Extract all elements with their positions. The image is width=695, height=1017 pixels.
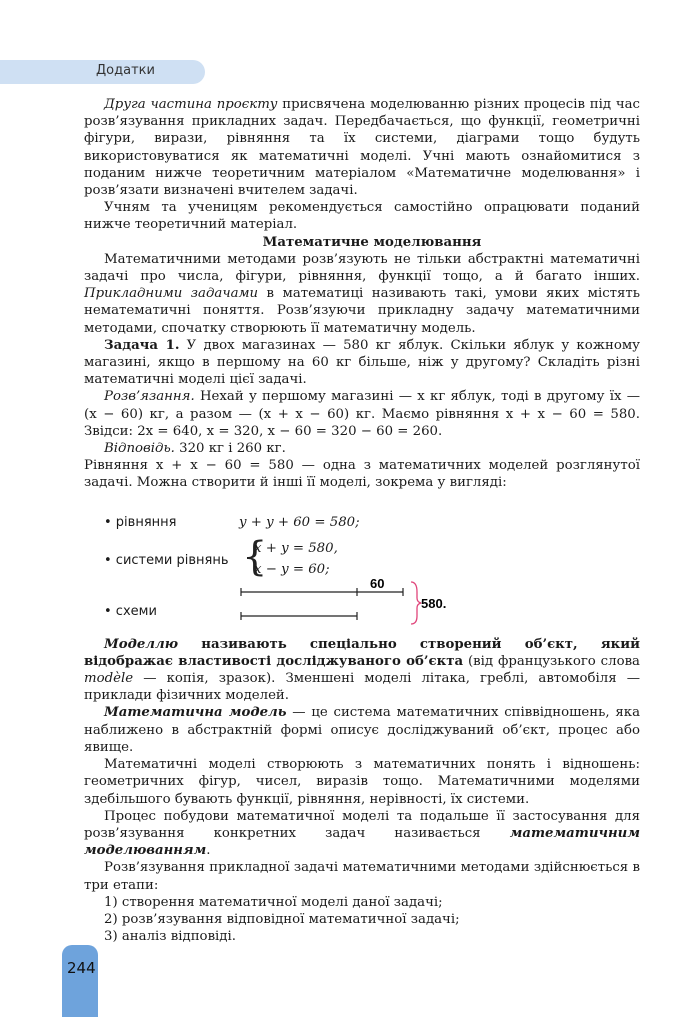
equation-label: • рівняння <box>104 514 177 530</box>
math-model-paragraph <box>84 704 640 756</box>
task-label: Задача 1. <box>104 337 180 353</box>
process-paragraph <box>84 808 640 860</box>
model-french-word: modèle <box>84 671 134 687</box>
process-term: математичним моделюванням <box>84 825 640 859</box>
solution-text: Нехай у першому магазині — x кг яблук, тоді в другому їх — (x − 60) кг, а разом — (x + x − 60) кг. Маємо рівняння x + x − 60 = 580. Звідси: 2x = 640, x = 320, x − 60 = 320 − 60 = 260. <box>84 389 640 439</box>
section-title: Математичне моделювання <box>262 234 482 250</box>
intro-paragraph-2: Учням та ученицям рекомендується самостійно опрацювати поданий нижче теоретичний матеріал. <box>84 200 640 233</box>
page-number: 244 <box>67 959 96 977</box>
page-number-tab <box>62 945 98 1017</box>
math-model-term: Математична модель <box>104 705 287 721</box>
intro-italic: Друга частина проєкту <box>104 97 278 112</box>
solution-paragraph <box>84 388 640 440</box>
answer-paragraph <box>84 440 640 457</box>
concepts-paragraph: Математичні моделі створюють з математичних понять і відношень: геометричних фігур, чисел, виразів тощо. Математичними моделями здебільшого бувають функції, рівняння, нерівності, їх системи. <box>84 757 640 807</box>
scheme-top-value: 60 <box>370 577 385 591</box>
answer-text: 320 кг і 260 кг. <box>174 441 286 457</box>
section-header-tab <box>0 60 205 84</box>
list-item: 1) створення математичної моделі даної задачі; <box>104 894 443 910</box>
task-paragraph <box>84 337 640 389</box>
page-content <box>84 96 640 945</box>
model-definition-text-a: (від французького слова <box>463 653 640 669</box>
models-block <box>84 506 640 626</box>
list-item: 3) аналіз відповіді. <box>104 929 236 945</box>
process-text-a: Процес побудови математичної моделі та подальше її застосування для розв’язування конкретних задач називається <box>84 808 640 841</box>
model-definition-paragraph <box>84 636 640 705</box>
scheme-brace <box>411 582 421 624</box>
intro-text: присвячена моделюванню різних процесів під час розв’язування прикладних задач. Передбачається, що функції, геометричні фігури, вирази, рівняння та їх системи, діаграми тощо будуть використовуватися як математичні моделі. Учні мають ознайомитися з поданим нижче теоретичним матеріалом «Математичне моделювання» і розв’язати визначені вчителем задачі. <box>84 97 640 199</box>
math-model-text: — це система математичних співвідношень, яка наближено в абстрактній формі описує досліджуваний об’єкт, процес або явище. <box>84 705 640 755</box>
modeling-italic: Прикладними задачами <box>84 286 259 302</box>
model-definition-bold: називають спеціально створений об’єкт, який відображає властивості досліджуваного об’єкта <box>84 636 640 669</box>
list-item: 2) розв’язування відповідної математичної задачі; <box>104 911 460 927</box>
stages-paragraph: Розв’язування прикладної задачі математичними методами здійснюється в три етапи: <box>84 860 640 893</box>
process-text-c: . <box>206 843 211 859</box>
system-line-1: x + y = 580, <box>254 540 338 556</box>
stages-list <box>84 894 640 946</box>
scheme-label: • схеми <box>104 603 157 619</box>
equation-model: y + y + 60 = 580; <box>239 514 360 530</box>
modeling-paragraph <box>84 251 640 337</box>
intro-paragraph-1 <box>84 96 640 199</box>
model-term: Моделлю <box>104 636 179 652</box>
modeling-text-b: в математиці називають такі, умови яких містять нематематичні поняття. Розв’язуючи прикладну задачу математичними методами, спочатку створюють її математичну модель. <box>84 286 640 336</box>
answer-label: Відповідь. <box>104 441 175 457</box>
model-definition-text-b: — копія, зразок). Зменшені моделі літака, греблі, автомобіля — приклади фізичних моделей. <box>84 671 640 704</box>
system-brace: { <box>242 533 268 580</box>
task-text: У двох магазинах — 580 кг яблук. Скільки яблук у кожному магазині, якщо в першому на 60 кг більше, ніж у другому? Складіть різні математичні моделі цієї задачі. <box>84 337 640 388</box>
system-line-2: x − y = 60; <box>254 561 330 577</box>
solution-label: Розв’язання. <box>104 389 195 405</box>
section-header-label: Додатки <box>96 63 155 78</box>
system-label: • системи рівнянь <box>104 552 229 568</box>
after-task-paragraph: Рівняння x + x − 60 = 580 — одна з математичних моделей розглянутої задачі. Можна створити й інші її моделі, зокрема у вигляді: <box>84 458 640 491</box>
scheme-diagram <box>239 578 469 626</box>
modeling-text-a: Математичними методами розв’язують не тільки абстрактні математичні задачі про числа, фігури, рівняння, функції тощо, а й багато інших. <box>84 251 640 285</box>
scheme-total-value: 580. <box>421 595 447 611</box>
